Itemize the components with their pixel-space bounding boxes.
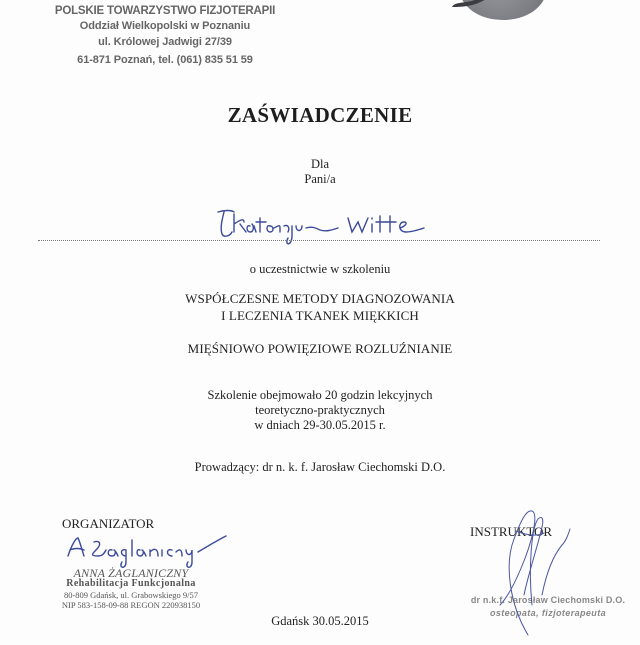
organizer-address: 80-809 Gdańsk, ul. Grabowskiego 9/57: [63, 590, 199, 600]
instructor-stamp-name: dr n.k.f. Jarosław Ciechomski D.O.: [470, 595, 626, 605]
for-label: Dla: [310, 157, 330, 171]
organization-stamp: [40, 4, 290, 69]
hours-line2: teoretyczno-praktycznych: [255, 403, 385, 417]
recipient-name-line: [38, 240, 600, 241]
instructor-label: INSTRUKTOR: [470, 524, 553, 539]
course-title-line1: WSPÓŁCZESNE METODY DIAGNOZOWANIA: [185, 291, 455, 306]
course-title-line2: I LECZENIA TKANEK MIĘKKICH: [221, 308, 419, 323]
hours-line1: Szkolenie obejmowało 20 godzin lekcyjnych: [207, 388, 433, 402]
organizer-stamp: [56, 578, 206, 610]
organizer-ids: NIP 583-158-09-88 REGON 220938150: [61, 600, 201, 610]
organization-logo-icon: [460, 0, 546, 20]
organization-name: POLSKIE TOWARZYSTWO FIZJOTERAPII: [54, 5, 276, 17]
recipient-name-handwritten: [210, 202, 430, 252]
organizer-signature-handwritten: [62, 532, 232, 570]
street-address: ul. Królowej Jadwigi 27/39: [98, 36, 232, 48]
city-phone: 61-871 Poznań, tel. (061) 835 51 59: [77, 54, 253, 66]
certificate-title: ZAŚWIADCZENIE: [227, 103, 413, 127]
course-subtitle: MIĘŚNIOWO POWIĘZIOWE ROZLUŹNIANIE: [187, 341, 453, 356]
lecturer-line: Prowadzący: dr n. k. f. Jarosław Ciechomski D.O.: [194, 460, 446, 474]
salutation: Pani/a: [304, 172, 336, 186]
branch-name: Oddział Wielkopolski w Poznaniu: [79, 20, 251, 32]
logo-swoosh-icon: [430, 0, 510, 25]
place-and-date: Gdańsk 30.05.2015: [271, 614, 369, 628]
organizer-name-stamp: ANNA ŻAGLANICZNY: [73, 566, 189, 580]
dates-line: w dniach 29-30.05.2015 r.: [254, 418, 386, 432]
participation-text: o uczestnictwie w szkoleniu: [249, 262, 391, 276]
instructor-stamp-profession: osteopata, fizjoterapeuta: [489, 608, 607, 618]
handwritten-signature-icon: [210, 202, 430, 252]
organizer-company: Rehabilitacja Funkcjonalna: [66, 578, 196, 589]
organizer-label: ORGANIZATOR: [62, 516, 155, 531]
